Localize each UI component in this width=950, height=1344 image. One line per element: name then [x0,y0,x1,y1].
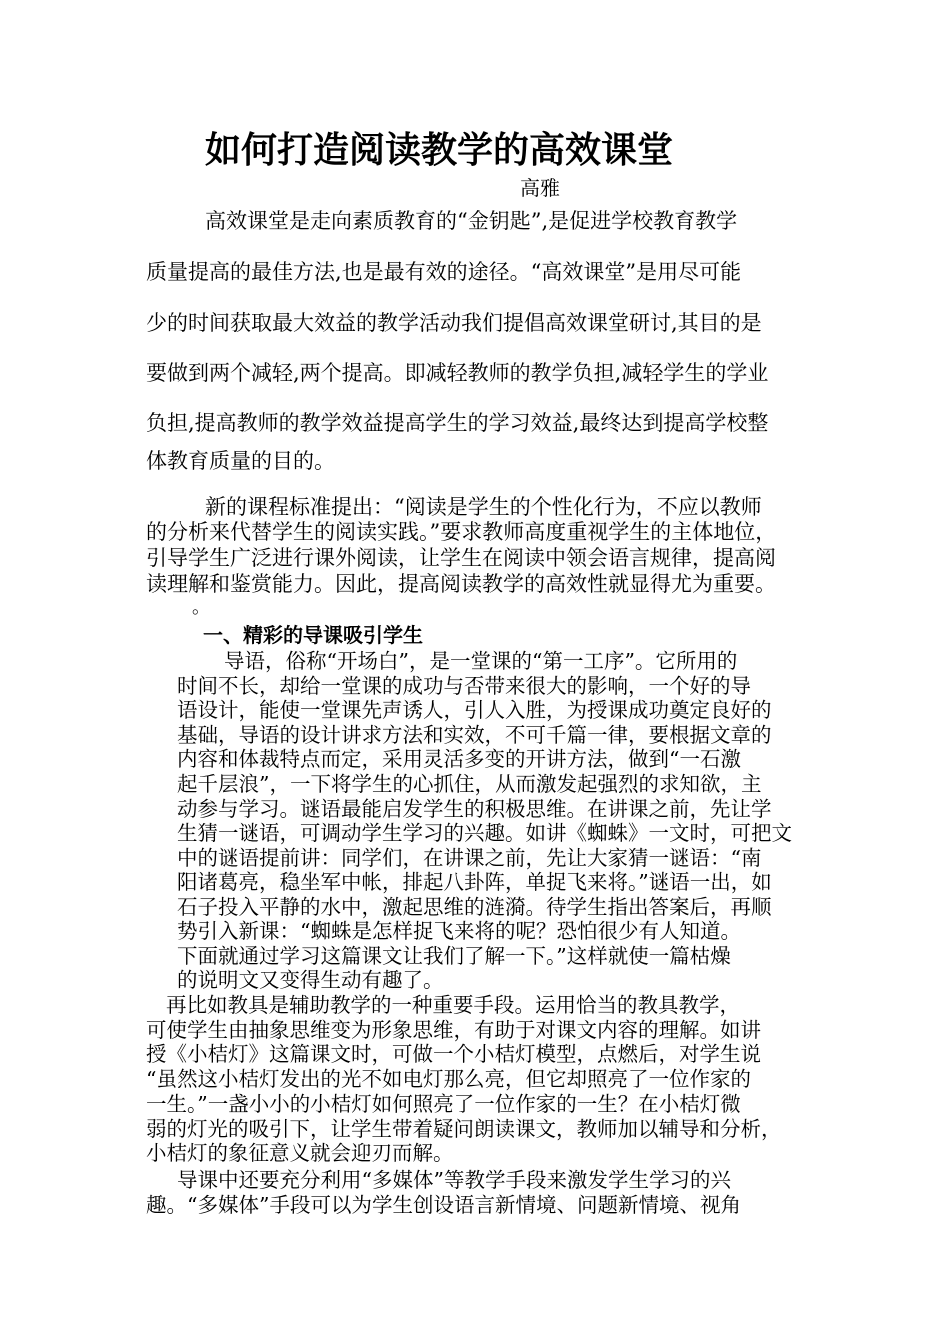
paragraph-line: 新的课程标准提出：“阅读是学生的个性化行为，不应以教师 [205,495,762,519]
paragraph-line: “虽然这小桔灯发出的光不如电灯那么亮，但它却照亮了一位作家的 [146,1067,751,1091]
paragraph-line: 引导学生广泛进行课外阅读，让学生在阅读中领会语言规律，提高阅 [146,546,776,570]
paragraph-line: 时间不长，却给一堂课的成功与否带来很大的影响，一个好的导 [177,674,751,698]
paragraph-line: 可使学生由抽象思维变为形象思维，有助于对课文内容的理解。如讲 [146,1018,761,1042]
paragraph-line: 的说明文又变得生动有趣了。 [177,968,444,992]
paragraph-line: 下面就通过学习这篇课文让我们了解一下。”这样就使一篇枯燥 [177,944,731,968]
paragraph-line: 势引入新课：“蜘蛛是怎样捉飞来将的呢？恐怕很少有人知道。 [177,919,741,943]
paragraph-line: 高效课堂是走向素质教育的“金钥匙”,是促进学校教育教学 [205,209,738,233]
paragraph-line: 中的谜语提前讲：同学们，在讲课之前，先让大家猜一谜语：“南 [177,846,762,870]
document-title: 如何打造阅读教学的高效课堂 [205,129,674,171]
author-name: 高雅 [520,176,560,200]
paragraph-line: 要做到两个减轻,两个提高。即减轻教师的教学负担,减轻学生的学业 [146,361,769,385]
paragraph-line: 语设计，能使一堂课先声诱人，引人入胜，为授课成功奠定良好的 [177,698,772,722]
paragraph-line: 趣。“多媒体”手段可以为学生创设语言新情境、问题新情境、视角 [146,1193,741,1217]
paragraph-line: 动参与学习。谜语最能启发学生的积极思维。在讲课之前，先让学 [177,797,772,821]
paragraph-line: 阳诸葛亮，稳坐军中帐，排起八卦阵，单捉飞来将。”谜语一出，如 [177,870,772,894]
paragraph-line: 体教育质量的目的。 [146,449,335,473]
paragraph-line: 导语，俗称“开场白”，是一堂课的“第一工序”。它所用的 [224,649,738,673]
paragraph-line: 一生。”一盏小小的小桔灯如何照亮了一位作家的一生？在小桔灯微 [146,1092,741,1116]
paragraph-line: 导课中还要充分利用“多媒体”等教学手段来激发学生学习的兴 [177,1168,731,1192]
paragraph-line: 内容和体裁特点而定，采用灵活多变的开讲方法，做到“一石激 [177,747,741,771]
paragraph-line: 授《小桔灯》这篇课文时，可做一个小桔灯模型，点燃后，对学生说 [146,1042,761,1066]
paragraph-line: 的分析来代替学生的阅读实践。”要求教师高度重视学生的主体地位， [146,520,777,544]
paragraph-line: 基础，导语的设计讲求方法和实效，不可千篇一律，要根据文章的 [177,723,772,747]
paragraph-line: 小桔灯的象征意义就会迎刃而解。 [146,1141,454,1165]
paragraph-line: 少的时间获取最大效益的教学活动我们提倡高效课堂研讨,其目的是 [146,311,762,335]
paragraph-line: 负担,提高教师的教学效益提高学生的学习效益,最终达到提高学校整 [146,411,769,435]
paragraph-line: 弱的灯光的吸引下，让学生带着疑问朗读课文，教师加以辅导和分析， [146,1117,782,1141]
paragraph-line: 读理解和鉴赏能力。因此，提高阅读教学的高效性就显得尤为重要。 [146,572,776,596]
paragraph-line: 生猜一谜语，可调动学生学习的兴趣。如讲《蜘蛛》一文时，可把文 [177,821,792,845]
paragraph-line: 再比如教具是辅助教学的一种重要手段。运用恰当的教具教学， [166,993,740,1017]
paragraph-line: 石子投入平静的水中，激起思维的涟漪。待学生指出答案后，再顺 [177,895,772,919]
paragraph-line: 质量提高的最佳方法,也是最有效的途径。“高效课堂”是用尽可能 [146,260,742,284]
stray-punctuation: 。 [192,597,210,618]
section-heading: 一、精彩的导课吸引学生 [203,623,423,647]
paragraph-line: 起千层浪”，一下将学生的心抓住，从而激发起强烈的求知欲，主 [177,772,762,796]
